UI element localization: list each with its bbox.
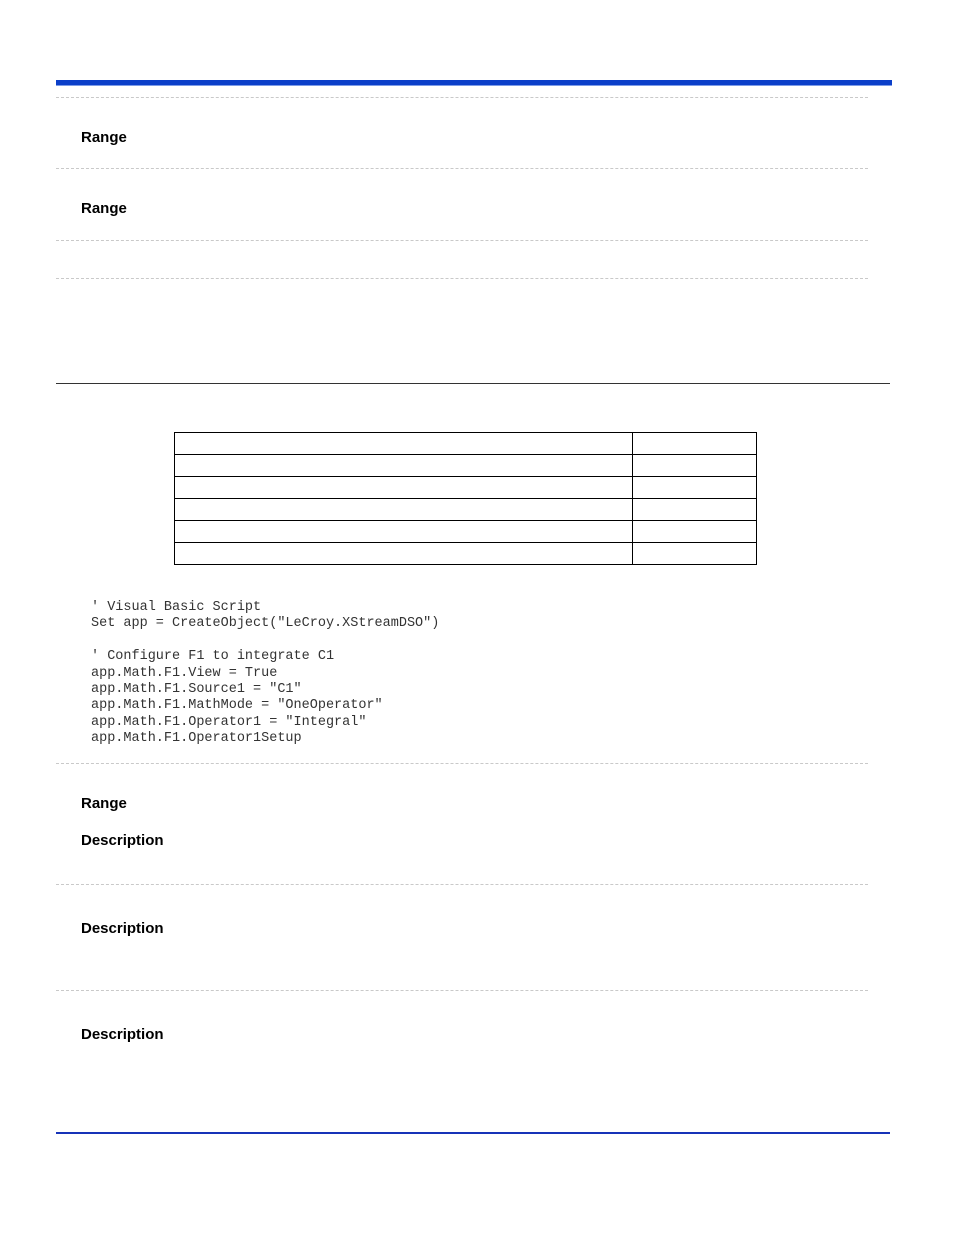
header-rule-shadow [56,85,892,86]
table-row [175,543,757,565]
section-divider [56,990,868,991]
code-line: app.Math.F1.View = True [91,665,278,681]
section-divider [56,278,868,279]
code-line: ' Configure F1 to integrate C1 [91,649,335,665]
section-divider [56,763,868,764]
code-line: app.Math.F1.Operator1 = "Integral" [91,714,367,730]
table-row [175,433,757,455]
parameter-table [174,432,757,565]
table-cell [633,433,757,455]
footer-rule [56,1132,890,1134]
table-cell [633,543,757,565]
code-line: ' Visual Basic Script [91,600,262,615]
description-label: Description [81,1026,164,1043]
code-example [91,600,439,748]
table-row [175,521,757,543]
table-cell [175,455,633,477]
table-row [175,477,757,499]
table-cell [175,477,633,499]
section-divider [56,168,868,169]
description-label: Description [81,920,164,937]
table-row [175,455,757,477]
table-cell [175,433,633,455]
table-cell [175,521,633,543]
code-line: app.Math.F1.Operator1Setup [91,731,302,747]
section-divider [56,97,868,98]
section-rule [56,383,890,384]
range-label: Range [81,795,127,812]
section-divider [56,884,868,885]
description-label: Description [81,832,164,849]
range-label: Range [81,200,127,217]
range-label: Range [81,129,127,146]
section-divider [56,240,868,241]
code-line: app.Math.F1.MathMode = "OneOperator" [91,698,383,714]
table-cell [175,499,633,521]
table-row [175,499,757,521]
code-line: Set app = CreateObject("LeCroy.XStreamDSO") [91,616,440,632]
table-cell [175,543,633,565]
code-line: app.Math.F1.Source1 = "C1" [91,682,302,698]
table-cell [633,455,757,477]
table-cell [633,477,757,499]
table-cell [633,499,757,521]
table-cell [633,521,757,543]
